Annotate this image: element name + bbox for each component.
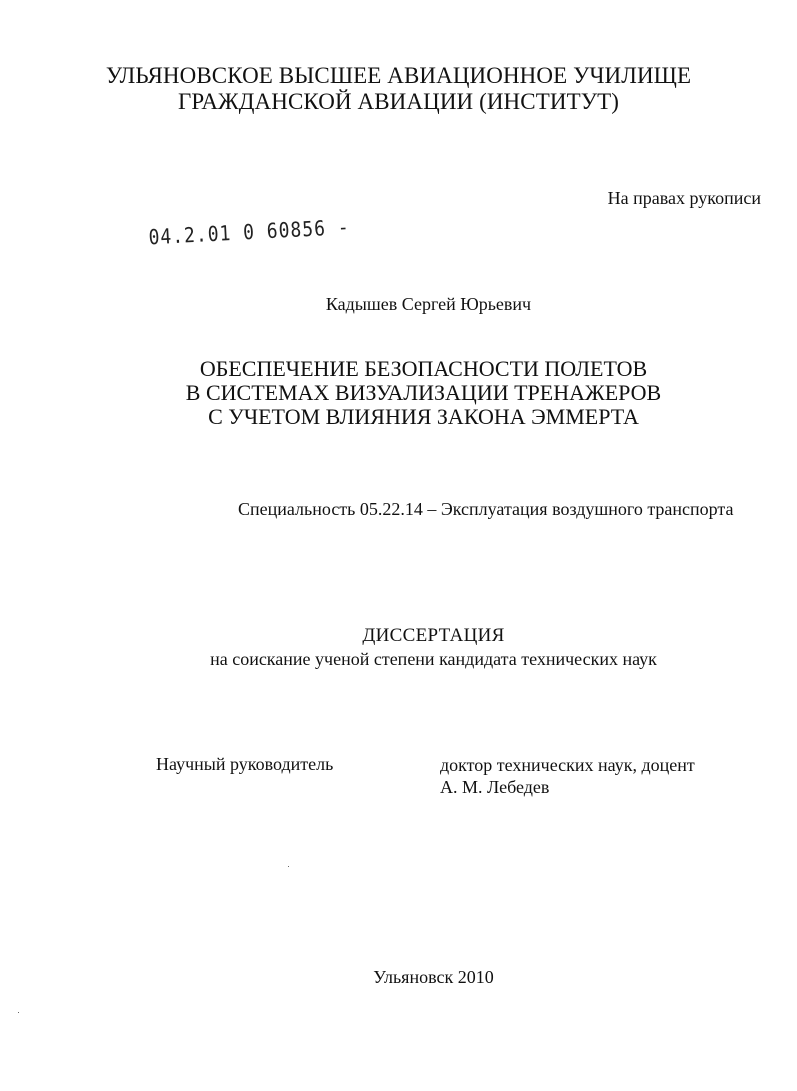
- supervisor-info: [440, 754, 695, 798]
- scan-speck: [288, 866, 289, 867]
- manuscript-note: На правах рукописи: [607, 188, 761, 208]
- institution-line-1: УЛЬЯНОВСКОЕ ВЫСШЕЕ АВИАЦИОННОЕ УЧИЛИЩЕ: [105, 63, 692, 88]
- title-line-3: С УЧЕТОМ ВЛИЯНИЯ ЗАКОНА ЭММЕРТА: [208, 404, 639, 429]
- supervisor-label: Научный руководитель: [156, 754, 334, 774]
- specialty-line: Специальность 05.22.14 – Эксплуатация воздушного транспорта: [238, 499, 734, 519]
- institution-name: [0, 63, 797, 115]
- supervisor-credentials: доктор технических наук, доцент: [440, 755, 695, 775]
- city-year: Ульяновск 2010: [373, 967, 494, 987]
- supervisor-name: А. М. Лебедев: [440, 777, 550, 797]
- title-line-2: В СИСТЕМАХ ВИЗУАЛИЗАЦИИ ТРЕНАЖЕРОВ: [185, 380, 662, 405]
- author-name: Кадышев Сергей Юрьевич: [325, 294, 532, 314]
- library-stamp: 04.2.01 0 60856 -: [148, 215, 351, 251]
- title-line-1: ОБЕСПЕЧЕНИЕ БЕЗОПАСНОСТИ ПОЛЕТОВ: [199, 356, 648, 381]
- dissertation-title: [25, 357, 797, 429]
- degree-line: на соискание ученой степени кандидата технических наук: [210, 649, 657, 669]
- scan-speck: [18, 1012, 19, 1013]
- institution-line-2: ГРАЖДАНСКОЙ АВИАЦИИ (ИНСТИТУТ): [177, 89, 620, 114]
- work-type-heading: ДИССЕРТАЦИЯ: [362, 625, 505, 646]
